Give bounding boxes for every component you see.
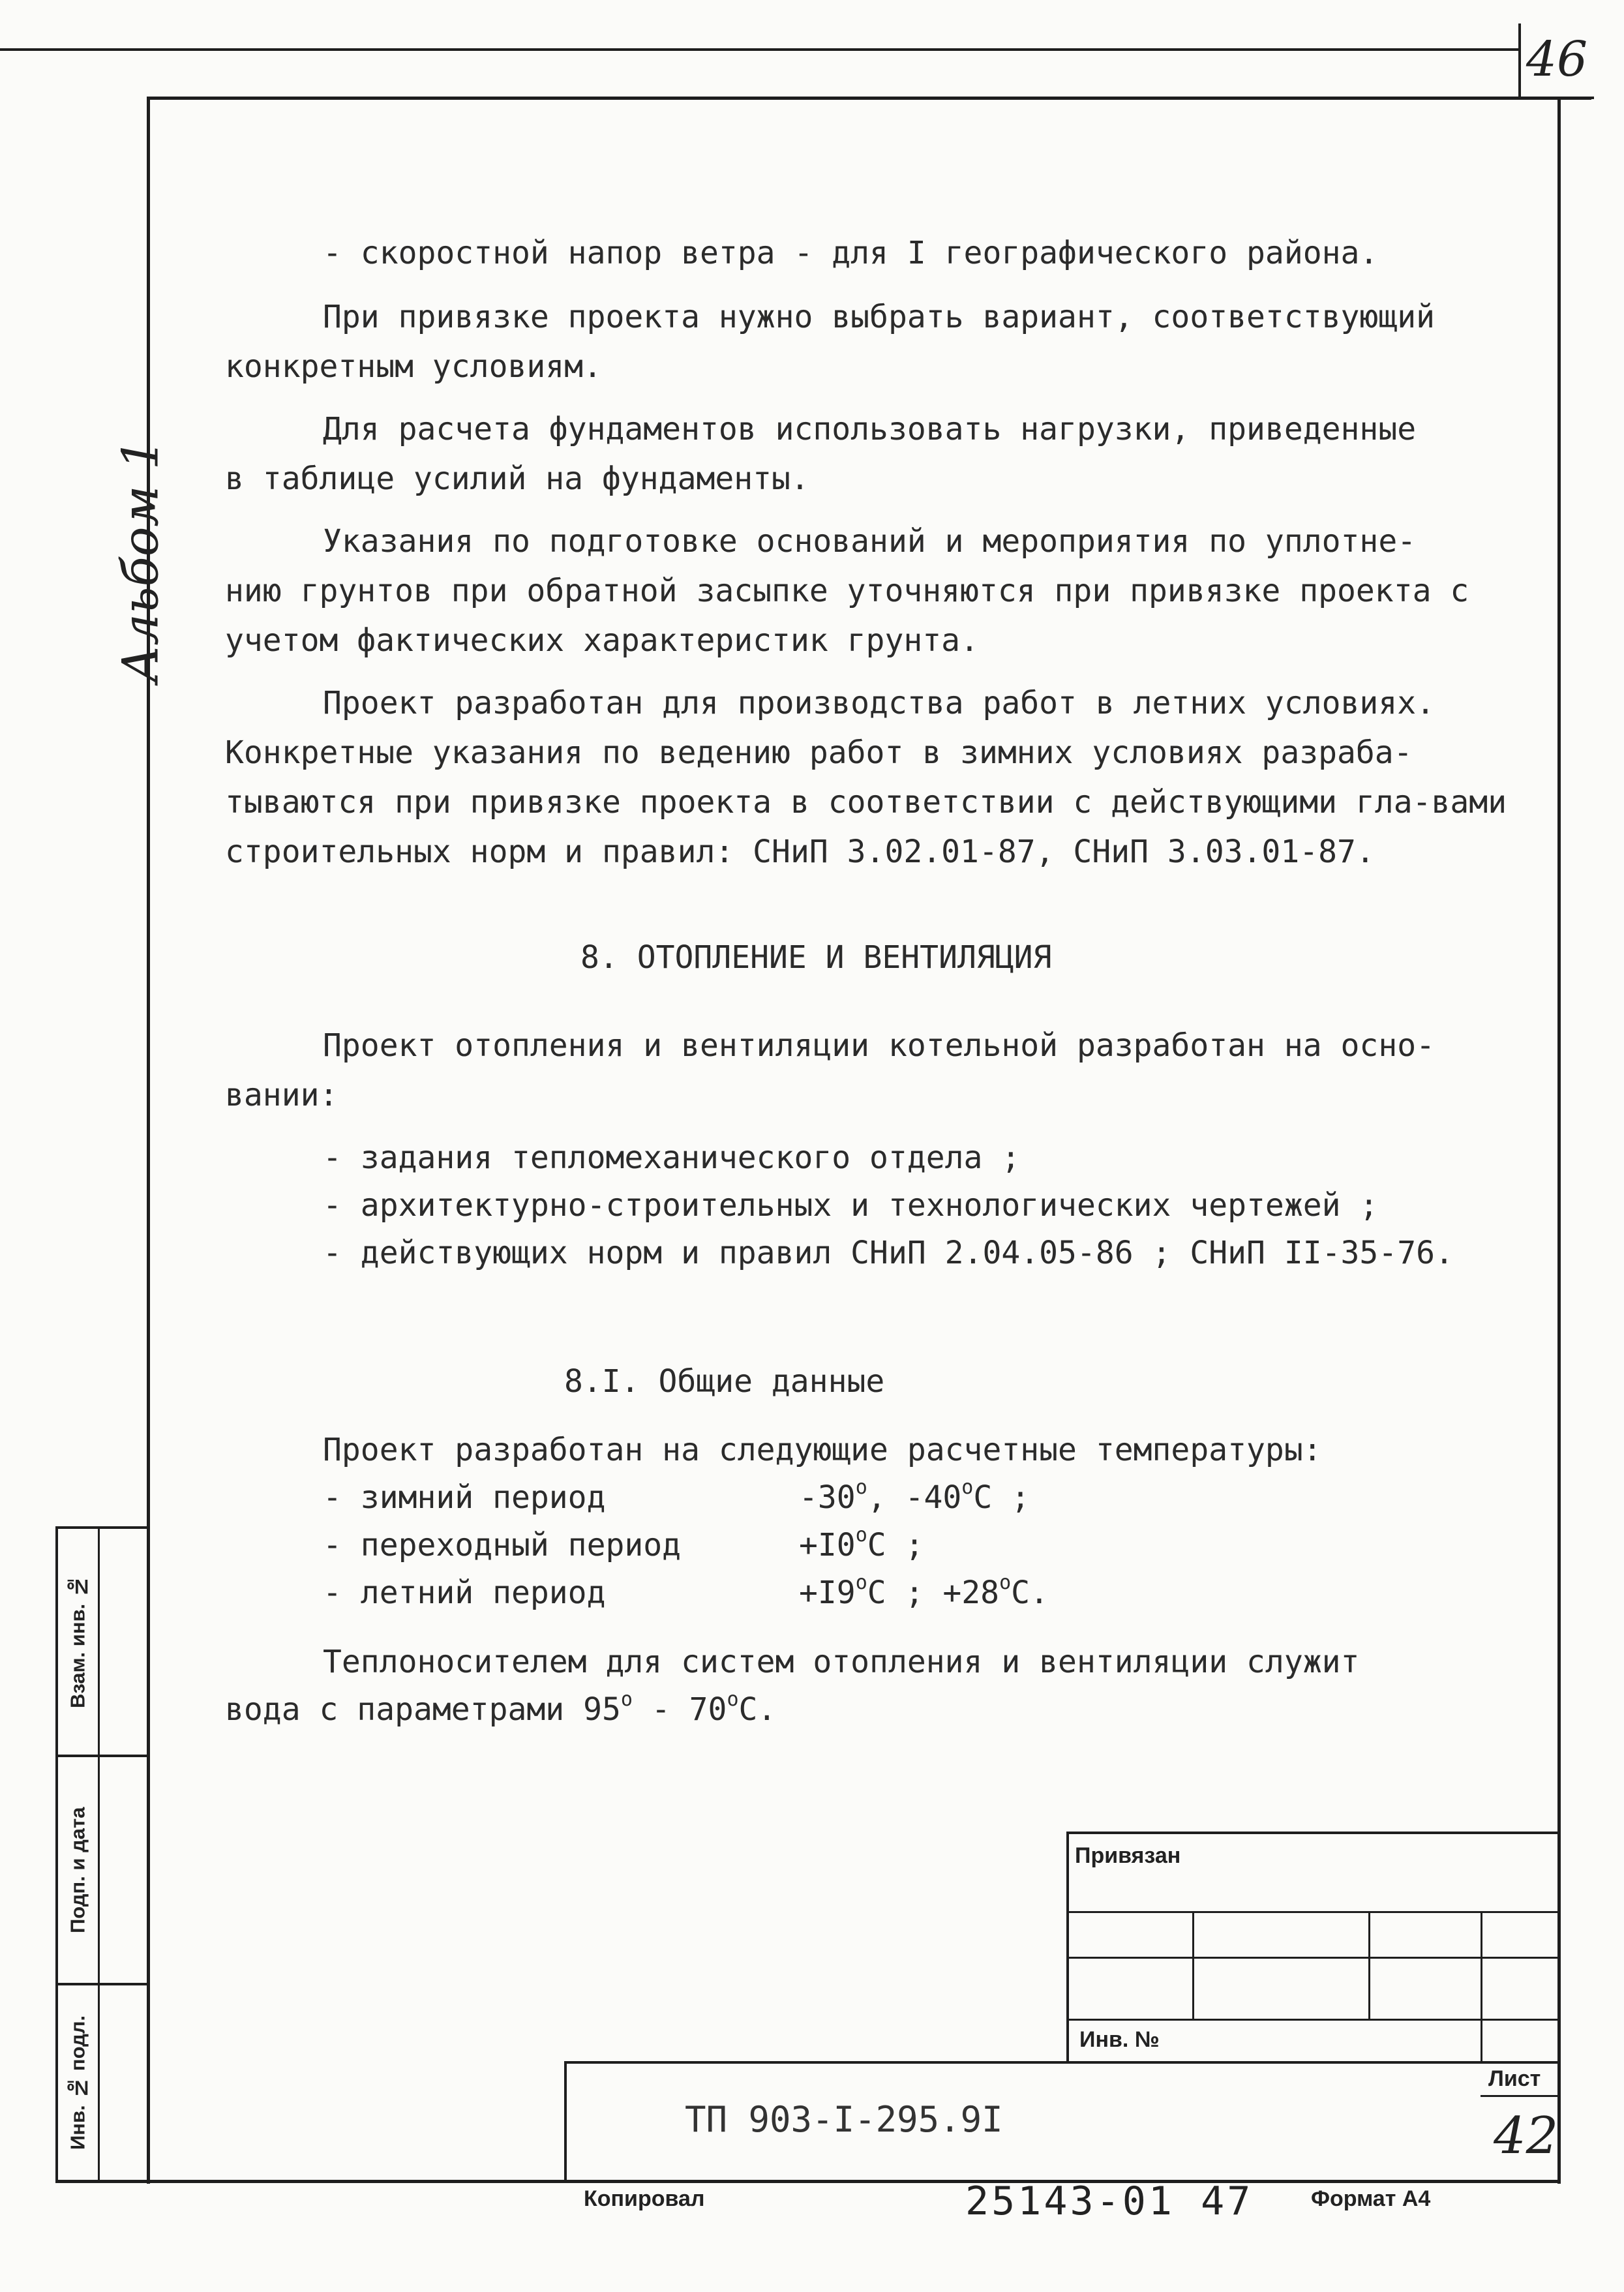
temp-row-transition-value [799, 1520, 924, 1570]
tb-list-divider [1481, 2095, 1559, 2097]
paragraph-2-rest: в таблице усилий на фундаменты. [225, 460, 809, 497]
tb-row-2 [1066, 1957, 1559, 1959]
bullet-1: - задания тепломеханического отдела ; [323, 1139, 1021, 1176]
temperatures-intro: Проект разработан на следующие расчетные температуры: [323, 1432, 1322, 1468]
paragraph-3 [225, 517, 1536, 665]
temp-row-transition-label: - переходный период [323, 1527, 682, 1563]
paragraph-1-rest: конкретным условиям. [225, 348, 602, 385]
paragraph-4 [225, 678, 1536, 877]
paragraph-1 [225, 292, 1536, 391]
stamp-podp-data: Подп. и дата [66, 1807, 89, 1933]
temp-row-summer-value [799, 1568, 1049, 1618]
frame-right [1557, 97, 1561, 2184]
coolant-deg2: о [727, 1688, 739, 1711]
tb-main-left [564, 2061, 567, 2182]
tb-main-top [564, 2061, 1559, 2064]
temp-summer-mid: С ; +28 [867, 1575, 1000, 1611]
tb-row-3 [1066, 2019, 1559, 2021]
bullet-3: - действующих норм и правил СНиП 2.04.05-86 ; СНиП II-35-76. [323, 1235, 1454, 1271]
tb-col-3 [1481, 1911, 1482, 2063]
temp-transition-v1: +I0 [799, 1527, 856, 1563]
temp-summer-end: С. [1011, 1575, 1049, 1611]
temp-winter-v1: -30 [799, 1479, 856, 1516]
temp-summer-deg1: о [855, 1571, 867, 1594]
paragraph-2 [225, 404, 1536, 504]
coolant-mid: - 70 [632, 1691, 727, 1728]
temp-winter-mid: , -40 [867, 1479, 962, 1516]
paragraph-4-rest: Конкретные указания по ведению работ в зимних условиях разраба-тываются при привязке проекта в соответствии с действующими гла-вами строительных норм и правил: СНиП 3.02.01-87, СНиП 3.03.01-87. [225, 734, 1507, 870]
temp-row-summer-label: - летний период [323, 1575, 606, 1611]
stamp-inv-podl: Инв. № подл. [66, 2015, 89, 2150]
coolant-end: С. [738, 1691, 777, 1728]
paragraph-1-first: При привязке проекта нужно выбрать вариант, соответствующий [323, 299, 1436, 335]
coolant-line-1: Теплоносителем для систем отопления и вентиляции служит [323, 1644, 1360, 1680]
paragraph-2-first: Для расчета фундаментов использовать нагрузки, приведенные [323, 411, 1417, 447]
paragraph-5-first: Проект отопления и вентиляции котельной разработан на осно- [323, 1027, 1436, 1064]
coolant-pre: вода с параметрами 95 [225, 1691, 621, 1728]
section-heading-8-1: 8.I. Общие данные [564, 1363, 885, 1400]
paragraph-5-rest: вании: [225, 1077, 338, 1113]
coolant-line-2 [225, 1685, 776, 1734]
paragraph-4-first: Проект разработан для производства работ в летних условиях. [323, 685, 1436, 721]
frame-bottom [55, 2180, 1561, 2183]
temp-row-winter-label: - зимний период [323, 1479, 606, 1516]
tb-row-1 [1066, 1911, 1559, 1913]
tb-privyazan-top [1066, 1832, 1559, 1834]
bullet-2: - архитектурно-строительных и технологических чертежей ; [323, 1187, 1379, 1224]
temp-row-winter-value [799, 1473, 1030, 1522]
section-heading-8: 8. ОТОПЛЕНИЕ И ВЕНТИЛЯЦИЯ [580, 939, 1052, 976]
stamp-vzam-inv: Взам. инв. № [66, 1575, 89, 1708]
paragraph-3-first: Указания по подготовке оснований и мероприятия по уплотне- [323, 523, 1417, 560]
tb-list-label: Лист [1488, 2066, 1541, 2091]
wind-line: - скоростной напор ветра - для I географического района. [323, 235, 1379, 271]
top-rule [0, 48, 1521, 51]
frame-left [147, 97, 150, 2184]
tb-col-1 [1192, 1911, 1194, 2019]
temp-summer-deg2: о [999, 1571, 1012, 1594]
temp-transition-deg1: о [855, 1524, 867, 1546]
paragraph-3-rest: нию грунтов при обратной засыпке уточняются при привязке проекта с учетом фактических характеристик грунта. [225, 573, 1469, 659]
temp-winter-end: С ; [973, 1479, 1030, 1516]
temp-winter-deg1: о [855, 1476, 867, 1499]
temp-winter-deg2: о [961, 1476, 974, 1499]
temp-transition-end: С ; [867, 1527, 924, 1563]
coolant-deg1: о [620, 1688, 633, 1711]
temp-summer-v1: +I9 [799, 1575, 856, 1611]
paragraph-5 [225, 1021, 1536, 1120]
footer-format: Формат А4 [1311, 2186, 1431, 2211]
album-label: Альбом 1 [111, 438, 170, 684]
footer-handwritten-number: 25143-01 47 [965, 2179, 1254, 2224]
sheet-number: 42 [1494, 2107, 1559, 2165]
footer-kopiroval: Копировал [584, 2186, 705, 2211]
frame-top [147, 97, 1591, 100]
tb-privyazan-label: Привязан [1075, 1843, 1181, 1868]
tb-inv-no-label: Инв. № [1079, 2027, 1160, 2052]
stamp-inner-divider [98, 1526, 100, 2183]
tb-col-2 [1368, 1911, 1370, 2019]
document-number: ТП 903-I-295.9I [685, 2099, 1003, 2140]
top-page-number: 46 [1526, 31, 1588, 87]
tb-privyazan-left [1066, 1832, 1069, 2063]
